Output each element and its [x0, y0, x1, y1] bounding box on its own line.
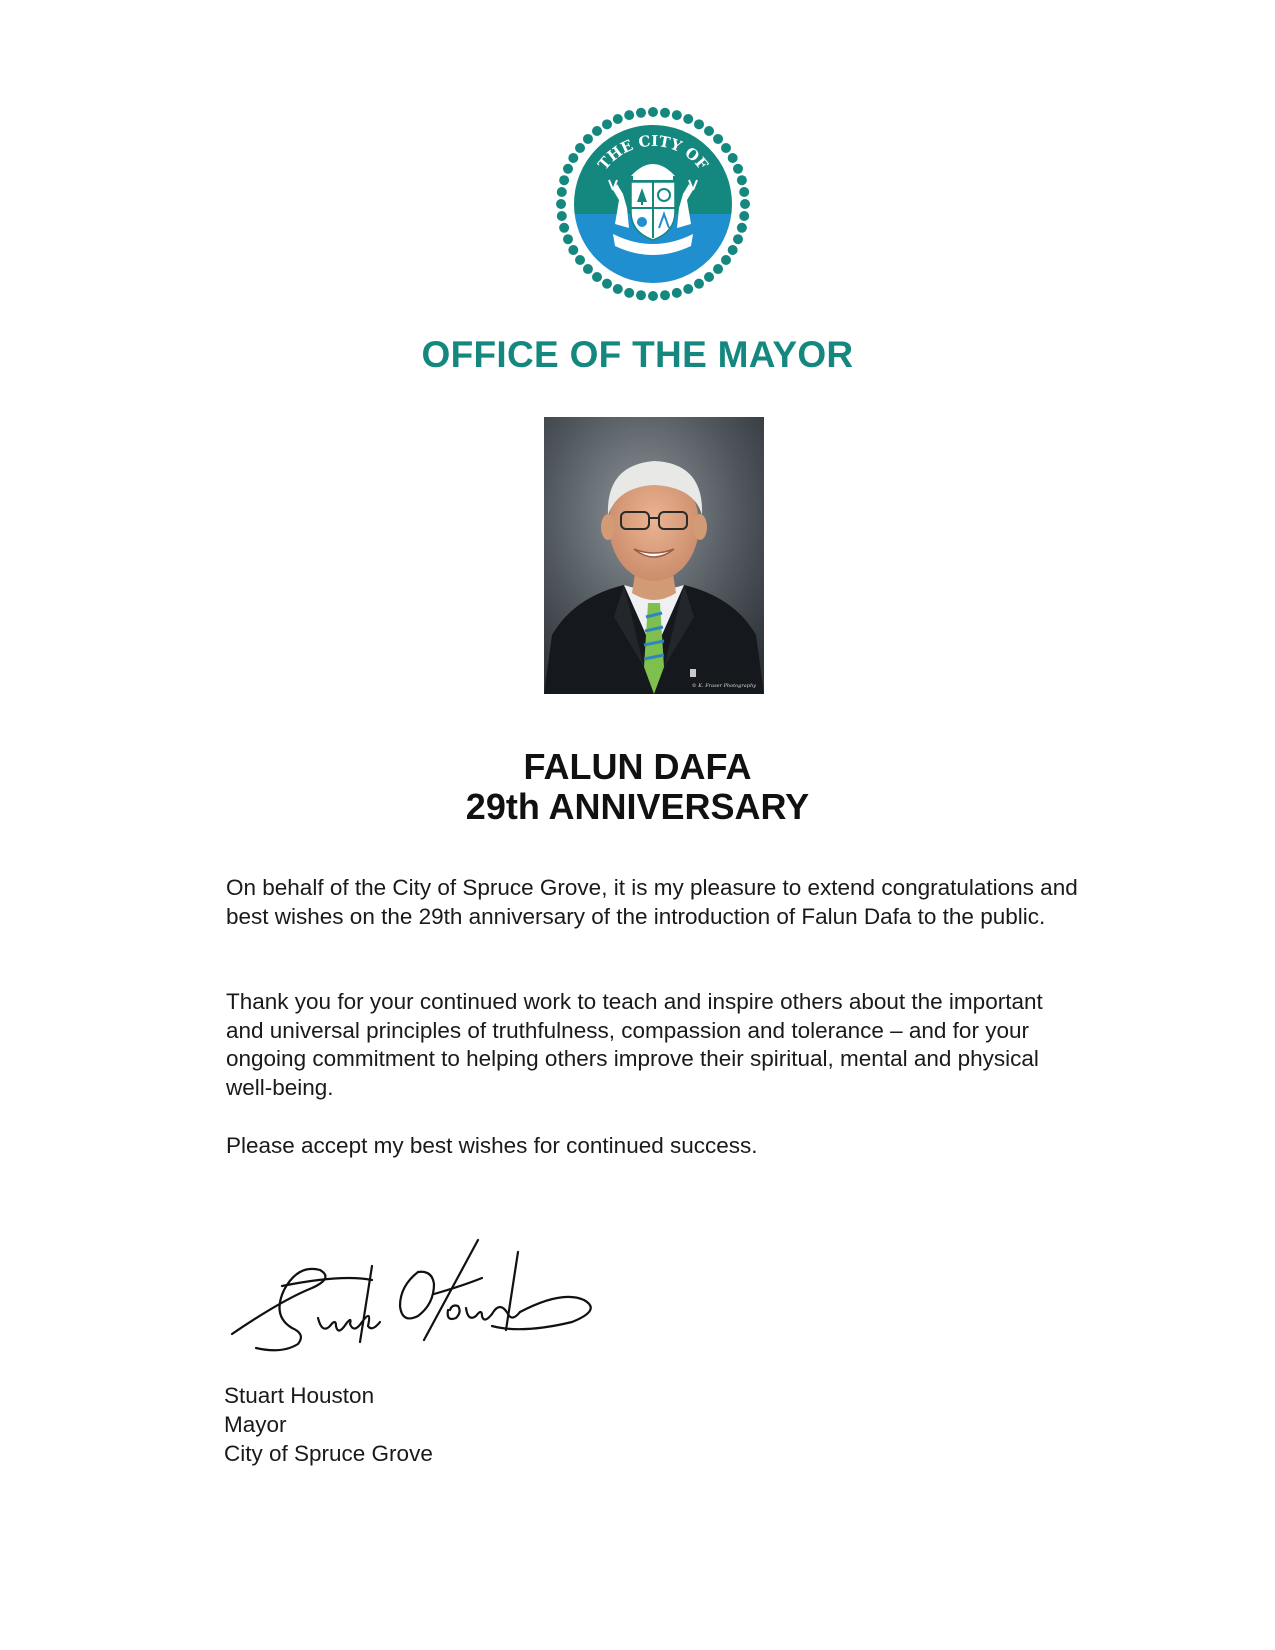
seal-ring-dot — [559, 223, 569, 233]
seal-ring-dot — [636, 108, 646, 118]
seal-ring-dot — [683, 284, 693, 294]
seal-ring-dot — [739, 187, 749, 197]
seal-ring-dot — [602, 119, 612, 129]
seal-ring-dot — [713, 134, 723, 144]
seal-ring-dot — [739, 211, 749, 221]
seal-ring-dot — [592, 126, 602, 136]
seal-ring-dot — [721, 143, 731, 153]
seal-ring-dot — [660, 108, 670, 118]
body-paragraph-1: On behalf of the City of Spruce Grove, it is my pleasure to extend congratulations and best wishes on the 29th anniversary of the introduction of Falun Dafa to the public. — [226, 875, 1078, 929]
seal-ring-dot — [694, 279, 704, 289]
seal-ring-dot — [613, 114, 623, 124]
office-title: OFFICE OF THE MAYOR — [421, 334, 854, 375]
seal-ring-dot — [575, 255, 585, 265]
seal-ring-dot — [602, 279, 612, 289]
seal-ring-dot — [648, 107, 658, 117]
seal-ring-dot — [575, 143, 585, 153]
signature-block — [224, 1381, 433, 1468]
seal-ring-dot — [563, 234, 573, 244]
seal-ring-dot — [563, 164, 573, 174]
seal-ring-dot — [557, 211, 567, 221]
signatory-organization: City of Spruce Grove — [224, 1441, 433, 1466]
seal-ring-dot — [583, 134, 593, 144]
seal-ring-dot — [721, 255, 731, 265]
seal-ring-dot — [672, 288, 682, 298]
seal-ring-dot — [737, 175, 747, 185]
signatory-name: Stuart Houston — [224, 1383, 375, 1408]
seal-ring-dot — [556, 199, 566, 209]
seal-bottom-text: SPRUCE GROVE — [613, 256, 693, 280]
seal-top-text: THE CITY OF — [594, 131, 712, 174]
seal-ring-dot — [728, 245, 738, 255]
seal-ring-dot — [694, 119, 704, 129]
seal-ring-dot — [648, 291, 658, 301]
seal-ring-dot — [740, 199, 750, 209]
seal-ring-dot — [660, 290, 670, 300]
seal-ring-dot — [733, 164, 743, 174]
signatory-title: Mayor — [224, 1412, 287, 1437]
seal-ring-dot — [624, 110, 634, 120]
seal-ring-dot — [592, 272, 602, 282]
seal-ring-dot — [704, 126, 714, 136]
body-paragraph-2: Thank you for your continued work to teach and inspire others about the important and universal principles of truthfulness, compassion and tolerance – and for your ongoing commitment to helping others improve their spiritual, mental and physical well-being. — [226, 989, 1043, 1100]
seal-ring-dot — [568, 245, 578, 255]
mayor-signature — [222, 1230, 622, 1360]
seal-ring-dot — [683, 114, 693, 124]
seal-ring-dot — [713, 264, 723, 274]
seal-ring-dot — [557, 187, 567, 197]
seal-ring-dot — [733, 234, 743, 244]
seal-ring-dot — [559, 175, 569, 185]
seal-ring-dot — [624, 288, 634, 298]
seal-ring-dot — [583, 264, 593, 274]
body-paragraph-3: Please accept my best wishes for continued success. — [226, 1133, 758, 1158]
city-seal-logo — [553, 104, 753, 304]
seal-ring-dot — [613, 284, 623, 294]
mayor-portrait-photo — [544, 417, 764, 694]
seal-ring-dot — [737, 223, 747, 233]
seal-ring-dot — [704, 272, 714, 282]
headline-line-1: FALUN DAFA — [523, 746, 752, 787]
headline-line-2: 29th ANNIVERSARY — [465, 786, 810, 827]
seal-ring-dot — [568, 153, 578, 163]
seal-ring-dot — [672, 110, 682, 120]
seal-ring-dot — [728, 153, 738, 163]
seal-ring-dot — [636, 290, 646, 300]
photo-credit: © K. Fraser Photography — [691, 683, 756, 689]
